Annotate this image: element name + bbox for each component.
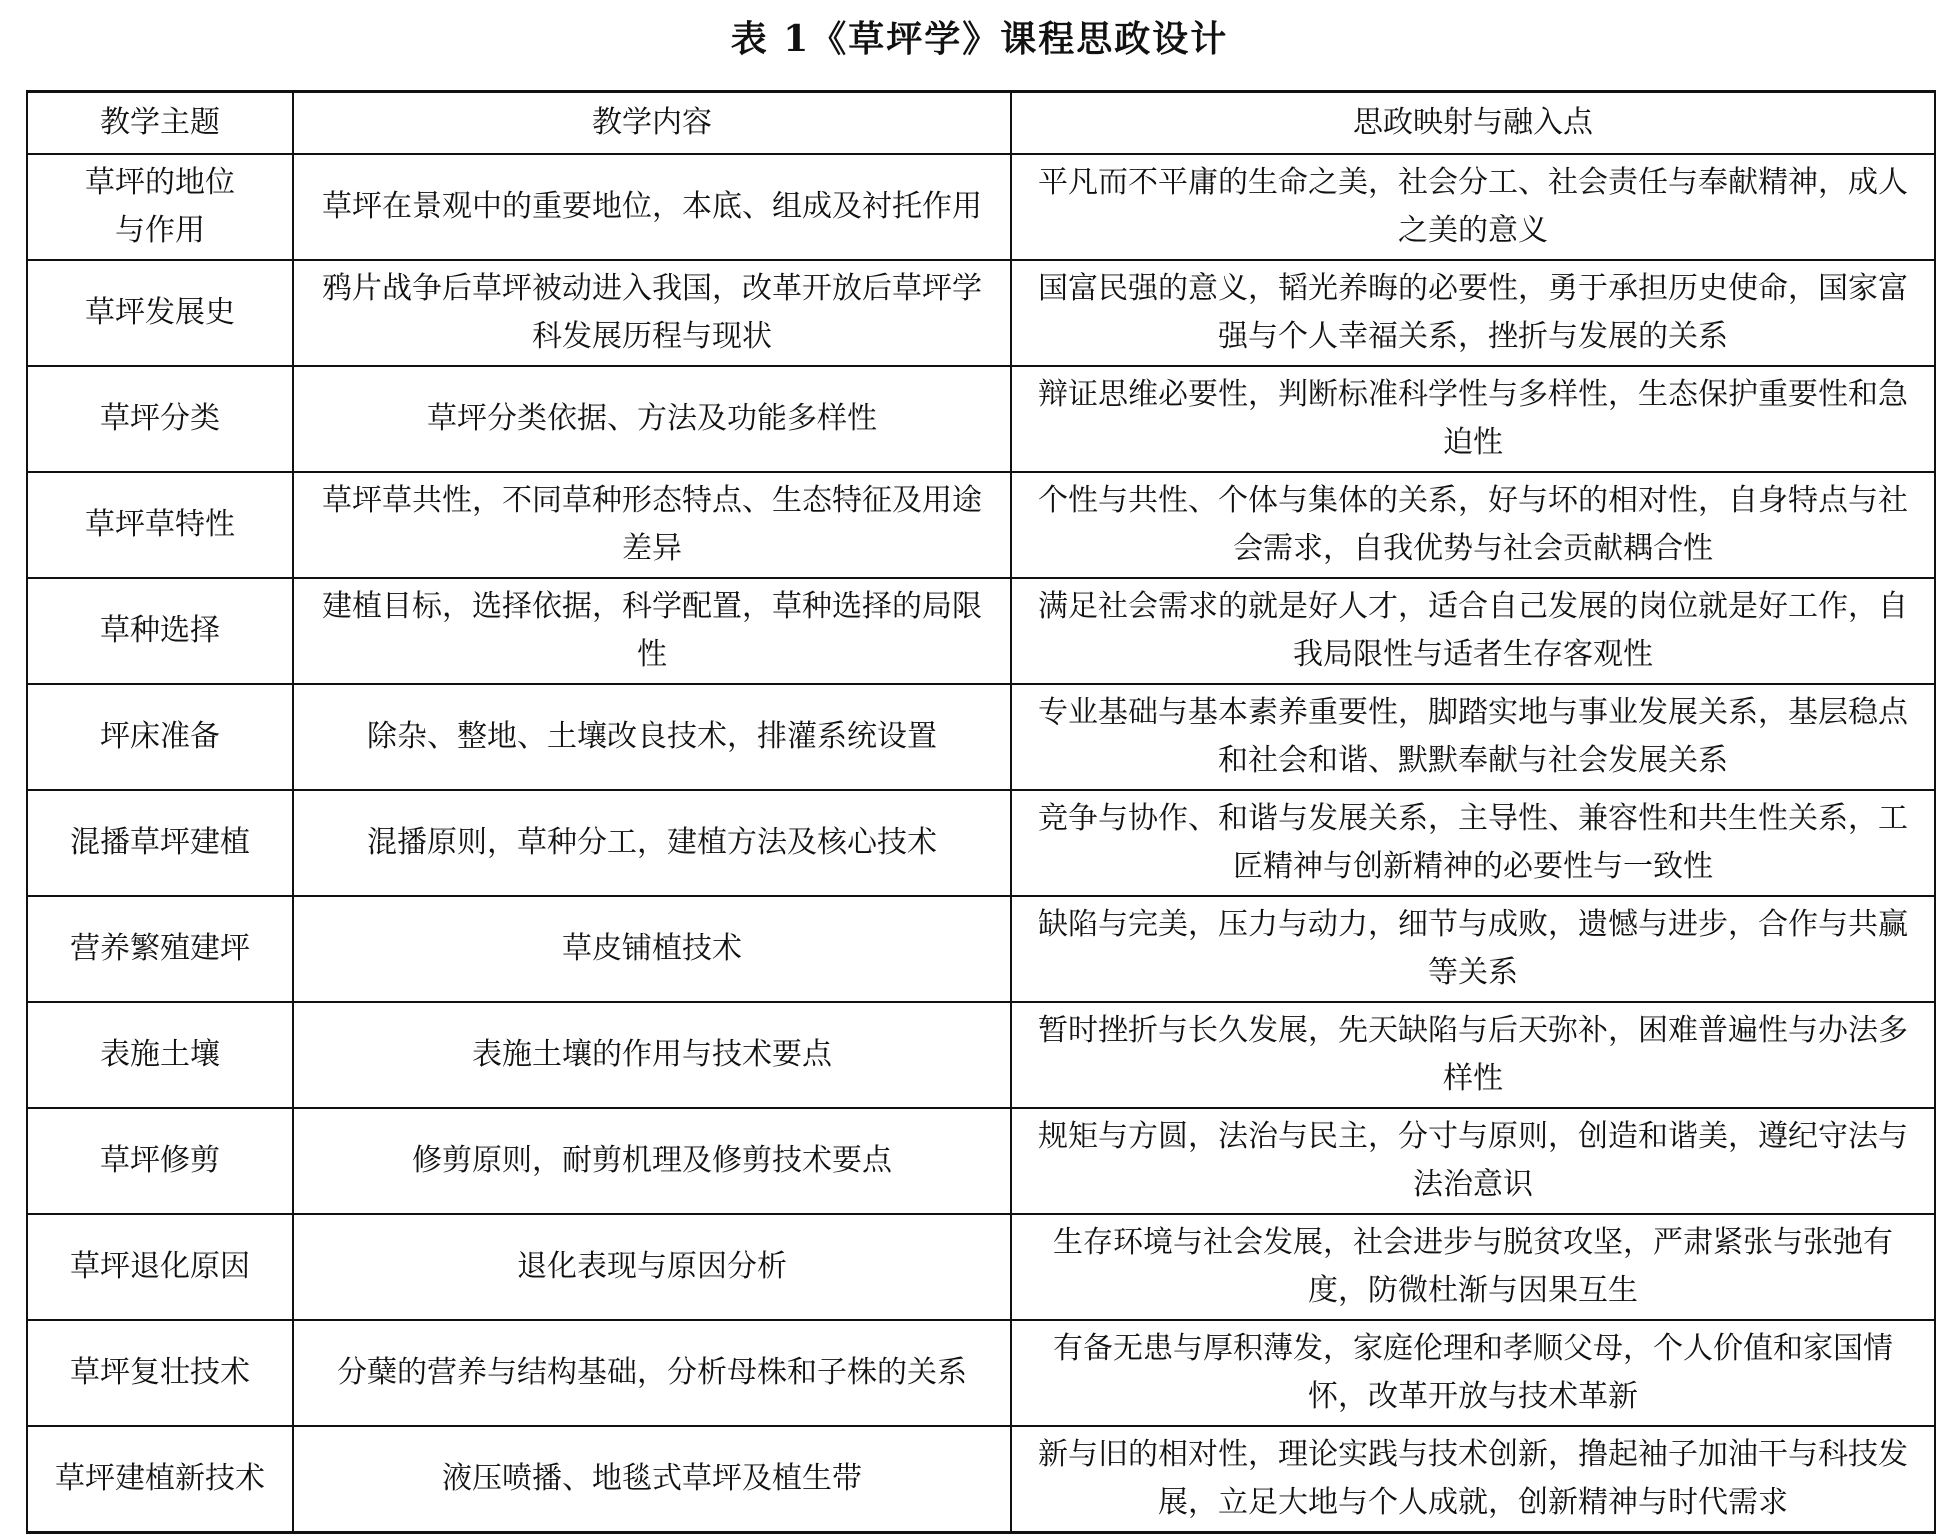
cell-content: 草坪分类依据、方法及功能多样性 xyxy=(293,366,1011,472)
cell-content: 建植目标，选择依据，科学配置，草种选择的局限性 xyxy=(293,578,1011,684)
table-row xyxy=(27,1108,1935,1214)
table-row xyxy=(27,896,1935,1002)
cell-mapping: 暂时挫折与长久发展，先天缺陷与后天弥补，困难普遍性与办法多样性 xyxy=(1011,1002,1935,1108)
table-row xyxy=(27,1426,1935,1533)
cell-mapping: 平凡而不平庸的生命之美，社会分工、社会责任与奉献精神，成人之美的意义 xyxy=(1011,154,1935,260)
cell-mapping: 生存环境与社会发展，社会进步与脱贫攻坚，严肃紧张与张弛有度，防微杜渐与因果互生 xyxy=(1011,1214,1935,1320)
cell-content: 鸦片战争后草坪被动进入我国，改革开放后草坪学科发展历程与现状 xyxy=(293,260,1011,366)
table-row xyxy=(27,1002,1935,1108)
cell-mapping: 个性与共性、个体与集体的关系，好与坏的相对性，自身特点与社会需求，自我优势与社会贡献耦合性 xyxy=(1011,472,1935,578)
table-row xyxy=(27,366,1935,472)
header-topic: 教学主题 xyxy=(27,92,293,155)
cell-topic: 草坪建植新技术 xyxy=(27,1426,293,1533)
cell-topic: 草坪退化原因 xyxy=(27,1214,293,1320)
cell-topic: 草坪发展史 xyxy=(27,260,293,366)
cell-content: 除杂、整地、土壤改良技术，排灌系统设置 xyxy=(293,684,1011,790)
cell-content: 表施土壤的作用与技术要点 xyxy=(293,1002,1011,1108)
cell-topic: 草坪草特性 xyxy=(27,472,293,578)
cell-content: 草坪在景观中的重要地位，本底、组成及衬托作用 xyxy=(293,154,1011,260)
cell-content: 液压喷播、地毯式草坪及植生带 xyxy=(293,1426,1011,1533)
table-row xyxy=(27,1214,1935,1320)
table-row xyxy=(27,684,1935,790)
course-design-table xyxy=(26,90,1936,1534)
cell-topic: 营养繁殖建坪 xyxy=(27,896,293,1002)
cell-content: 分蘖的营养与结构基础，分析母株和子株的关系 xyxy=(293,1320,1011,1426)
header-mapping: 思政映射与融入点 xyxy=(1011,92,1935,155)
cell-topic: 草坪修剪 xyxy=(27,1108,293,1214)
table-row xyxy=(27,578,1935,684)
cell-topic: 表施土壤 xyxy=(27,1002,293,1108)
table-caption: 表 1《草坪学》课程思政设计 xyxy=(730,18,1229,60)
table-header-row xyxy=(27,92,1935,155)
cell-topic: 草坪的地位与作用 xyxy=(27,154,293,260)
cell-mapping: 专业基础与基本素养重要性，脚踏实地与事业发展关系，基层稳点和社会和谐、默默奉献与社会发展关系 xyxy=(1011,684,1935,790)
cell-topic: 混播草坪建植 xyxy=(27,790,293,896)
cell-topic: 草坪分类 xyxy=(27,366,293,472)
cell-topic: 坪床准备 xyxy=(27,684,293,790)
cell-mapping: 国富民强的意义，韬光养晦的必要性，勇于承担历史使命，国家富强与个人幸福关系，挫折与发展的关系 xyxy=(1011,260,1935,366)
table-row xyxy=(27,260,1935,366)
table-row xyxy=(27,1320,1935,1426)
cell-content: 草坪草共性，不同草种形态特点、生态特征及用途差异 xyxy=(293,472,1011,578)
cell-mapping: 竞争与协作、和谐与发展关系，主导性、兼容性和共生性关系，工匠精神与创新精神的必要性与一致性 xyxy=(1011,790,1935,896)
cell-content: 退化表现与原因分析 xyxy=(293,1214,1011,1320)
cell-content: 混播原则，草种分工，建植方法及核心技术 xyxy=(293,790,1011,896)
cell-content: 修剪原则，耐剪机理及修剪技术要点 xyxy=(293,1108,1011,1214)
table-row xyxy=(27,472,1935,578)
cell-mapping: 有备无患与厚积薄发，家庭伦理和孝顺父母，个人价值和家国情怀，改革开放与技术革新 xyxy=(1011,1320,1935,1426)
cell-mapping: 规矩与方圆，法治与民主，分寸与原则，创造和谐美，遵纪守法与法治意识 xyxy=(1011,1108,1935,1214)
cell-mapping: 新与旧的相对性，理论实践与技术创新，撸起袖子加油干与科技发展，立足大地与个人成就，创新精神与时代需求 xyxy=(1011,1426,1935,1533)
cell-content: 草皮铺植技术 xyxy=(293,896,1011,1002)
header-content: 教学内容 xyxy=(293,92,1011,155)
table-row xyxy=(27,154,1935,260)
cell-mapping: 满足社会需求的就是好人才，适合自己发展的岗位就是好工作，自我局限性与适者生存客观性 xyxy=(1011,578,1935,684)
cell-mapping: 辩证思维必要性，判断标准科学性与多样性，生态保护重要性和急迫性 xyxy=(1011,366,1935,472)
table-row xyxy=(27,790,1935,896)
cell-mapping: 缺陷与完美，压力与动力，细节与成败，遗憾与进步，合作与共赢等关系 xyxy=(1011,896,1935,1002)
cell-topic: 草坪复壮技术 xyxy=(27,1320,293,1426)
cell-topic: 草种选择 xyxy=(27,578,293,684)
